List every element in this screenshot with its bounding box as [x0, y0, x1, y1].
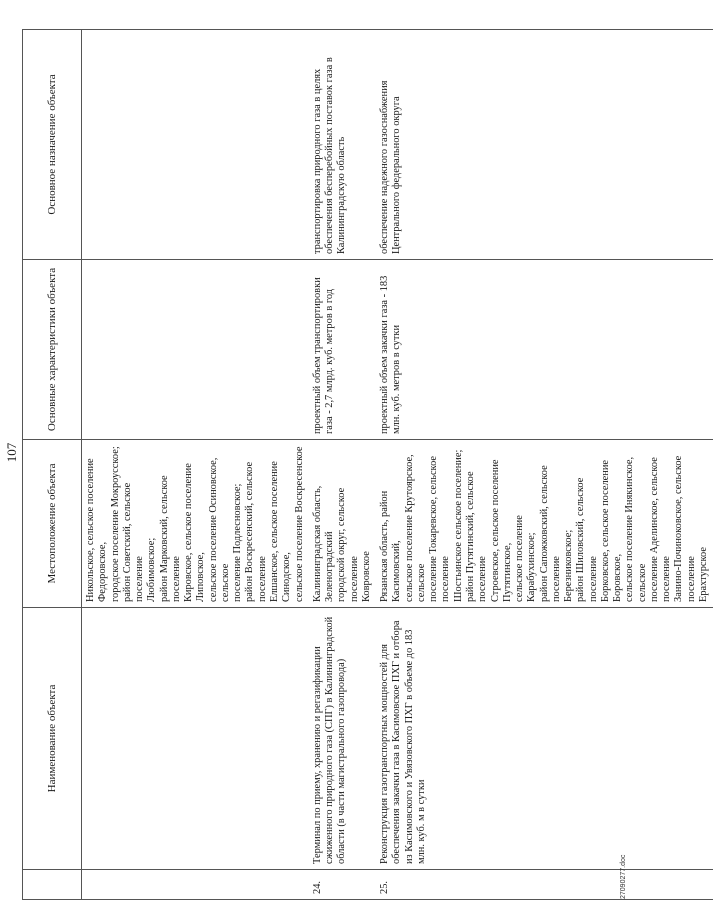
location-line: район Путятинский, сельское поселение	[464, 471, 489, 602]
location-line: Строевское, сельское поселение Путятинское,	[489, 459, 513, 602]
cell-purpose	[82, 30, 309, 260]
object-purpose: обеспечение надежного газоснабжения Центрального федерального округа	[376, 30, 713, 260]
page-number: 107	[4, 442, 19, 463]
location-line: Калининградская область, Зеленоградский	[311, 485, 336, 602]
location-line: Любимовское;	[146, 537, 158, 602]
location-line: Занино-Починоковское, сельское поселение	[673, 455, 697, 602]
header-characteristics: Основные характеристики объекта	[23, 260, 82, 440]
location-line: район Марковский, сельское поселение	[158, 475, 182, 602]
location-line: сельское поселение Осиновское, сельское	[207, 457, 231, 602]
cell-name	[82, 608, 309, 870]
object-purpose: транспортировка природного газа в целях обеспечения бесперебойных поставок газа в Калининградскую область	[309, 30, 376, 260]
location-line: сельское поселение Карабухинское;	[514, 515, 538, 602]
table-row-continuation	[82, 30, 309, 900]
location-line: поселение Подлесновское;	[232, 483, 244, 602]
location-line: поселение Токаревское, сельское поселение	[428, 455, 452, 602]
location-line: Ерахтурское	[698, 547, 710, 602]
location-line: Никольское, сельское поселение Федоровское,	[85, 458, 109, 602]
location-line: район Сапожковский, сельское поселение	[538, 465, 562, 602]
object-name: Реконструкция газотранспортных мощностей для обеспечения закачки газа в Касимовское ПХГ и отбора из Касимовского и Увязовского ПХГ в объеме до 183 млн. куб. м в сутки	[376, 608, 713, 870]
location-line: Кировское, сельское поселение Липовское,	[183, 463, 207, 602]
cell-location	[82, 440, 309, 608]
location-line: Ковровское	[360, 551, 372, 602]
header-name: Наименование объекта	[23, 608, 82, 870]
header-purpose: Основное назначение объекта	[23, 30, 82, 260]
location-line: Шостьинское сельское поселение;	[452, 449, 464, 602]
location-line: район Шиловский, сельское поселение	[575, 477, 599, 602]
location-line: сельское поселение Инякинское, сельское	[624, 456, 648, 602]
location-line: Березниковское;	[563, 529, 575, 602]
object-location	[376, 440, 713, 608]
table-row	[309, 30, 376, 900]
header-number	[23, 870, 82, 900]
cell-characteristics	[82, 260, 309, 440]
object-characteristics: проектный объем транспортировки газа - 2,7 млрд. куб. метров в год	[309, 260, 376, 440]
table-row	[376, 30, 713, 900]
object-characteristics: проектный объем закачки газа - 183 млн. куб. метров в сутки	[376, 260, 713, 440]
location-line: городское поселение Мокроусское;	[109, 446, 121, 602]
location-line: район Воскресенский, сельское поселение	[244, 461, 268, 602]
location-line: городской округ, сельское поселение	[336, 487, 360, 602]
location-line: Рязанская область, район Касимовский,	[379, 490, 403, 602]
location-line: район Советский, сельское поселение	[121, 482, 146, 602]
location-line: сельское поселение Воскресенское	[293, 446, 305, 602]
object-location	[309, 440, 376, 608]
file-name-footer: 27090277.doc	[620, 854, 627, 899]
header-location: Местоположение объекта	[23, 440, 82, 608]
object-name: Терминал по приему, хранению и регазификации сжиженного природного газа (СПГ) в Калининградской области (в части магистрального газопровода)	[309, 608, 376, 870]
objects-table	[22, 29, 713, 900]
row-number: 25.	[376, 870, 713, 900]
row-number: 24.	[309, 870, 376, 900]
location-line: поселение Аделинское, сельское поселение	[648, 457, 673, 602]
location-line: Борковское, сельское поселение Боровское,	[599, 459, 624, 602]
location-line: сельское поселение Крутоярское, сельское	[403, 454, 427, 602]
table-header-row	[23, 30, 82, 900]
location-line: Елшанское, сельское поселение Синодское,	[268, 461, 293, 602]
cell-number	[82, 870, 309, 900]
